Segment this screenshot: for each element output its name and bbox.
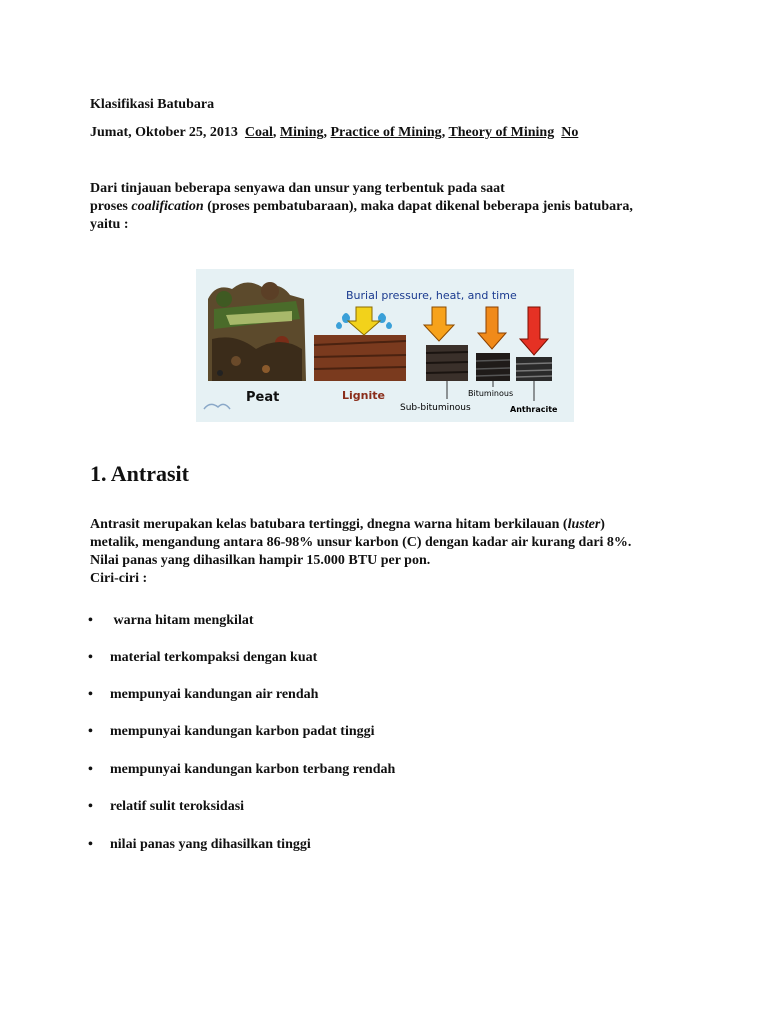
tag-link-coal[interactable]: Coal <box>244 125 273 140</box>
tag-link-theory-of-mining[interactable]: Theory of Mining <box>448 125 555 140</box>
post-meta: Jumat, Oktober 25, 2013 Coal, Mining, Practice of Mining, Theory of Mining No <box>90 125 579 140</box>
label-subbituminous: Sub-bituminous <box>400 403 471 413</box>
list-item <box>88 798 244 816</box>
intro-emphasis: coalification <box>131 199 204 214</box>
coal-formation-figure <box>196 269 574 422</box>
list-item <box>88 761 395 779</box>
figure-caption: Burial pressure, heat, and time <box>346 289 517 302</box>
paragraph-line: Nilai panas yang dihasilkan hampir 15.000 BTU per pon. <box>90 553 431 568</box>
list-item <box>88 723 375 741</box>
lignite-block <box>314 335 406 381</box>
section-heading: 1. Antrasit <box>90 461 189 486</box>
intro-line <box>90 198 690 216</box>
list-item <box>88 612 254 630</box>
intro-text: proses <box>90 199 132 214</box>
intro-line: yaitu : <box>90 217 129 232</box>
list-item <box>88 649 317 667</box>
bullet-icon: • <box>88 650 93 665</box>
paragraph-line <box>90 516 690 534</box>
tag-link-mining[interactable]: Mining <box>279 125 324 140</box>
intro-line: Dari tinjauan beberapa senyawa dan unsur yang terbentuk pada saat <box>90 181 505 196</box>
bullet-icon: • <box>88 687 93 702</box>
list-item-text: material terkompaksi dengan kuat <box>110 650 318 665</box>
list-item-text: relatif sulit teroksidasi <box>110 799 245 814</box>
list-item-text: mempunyai kandungan karbon terbang rendah <box>110 762 396 777</box>
paragraph-line: Ciri-ciri : <box>90 571 148 586</box>
bullet-icon: • <box>88 613 93 628</box>
bullet-icon: • <box>88 724 93 739</box>
paragraph-text: Antrasit merupakan kelas batubara tertinggi, dnegna warna hitam berkilauan ( <box>90 517 568 532</box>
label-anthracite: Anthracite <box>510 405 558 414</box>
label-peat: Peat <box>246 390 280 405</box>
bullet-icon: • <box>88 837 93 852</box>
intro-text: (proses pembatubaraan), maka dapat dikenal beberapa jenis batubara, <box>203 199 633 214</box>
anthracite-block <box>516 357 552 381</box>
paragraph-text: ) <box>600 517 605 532</box>
list-item-text: mempunyai kandungan air rendah <box>110 687 319 702</box>
bituminous-block <box>476 353 510 381</box>
post-date: Jumat, Oktober 25, 2013 <box>90 125 238 140</box>
coal-formation-illustration <box>196 269 574 422</box>
list-item <box>88 836 311 854</box>
paragraph-line: metalik, mengandung antara 86-98% unsur karbon (C) dengan kadar air kurang dari 8%. <box>90 535 632 550</box>
list-item-text: nilai panas yang dihasilkan tinggi <box>110 837 311 852</box>
subbituminous-block <box>426 345 468 381</box>
label-lignite: Lignite <box>342 389 385 402</box>
tag-link-practice-of-mining[interactable]: Practice of Mining <box>330 125 442 140</box>
label-bituminous: Bituminous <box>468 389 514 398</box>
intro-paragraph <box>90 180 690 234</box>
list-item-text: warna hitam mengkilat <box>110 613 254 628</box>
paragraph-emphasis: luster <box>567 517 601 532</box>
list-item <box>88 686 318 704</box>
bullet-icon: • <box>88 799 93 814</box>
tag-link-no[interactable]: No <box>561 125 579 140</box>
antrasit-paragraph <box>90 516 690 588</box>
bullet-icon: • <box>88 762 93 777</box>
list-item-text: mempunyai kandungan karbon padat tinggi <box>110 724 375 739</box>
document-title: Klasifikasi Batubara <box>90 97 215 112</box>
peat-pile <box>208 282 306 381</box>
